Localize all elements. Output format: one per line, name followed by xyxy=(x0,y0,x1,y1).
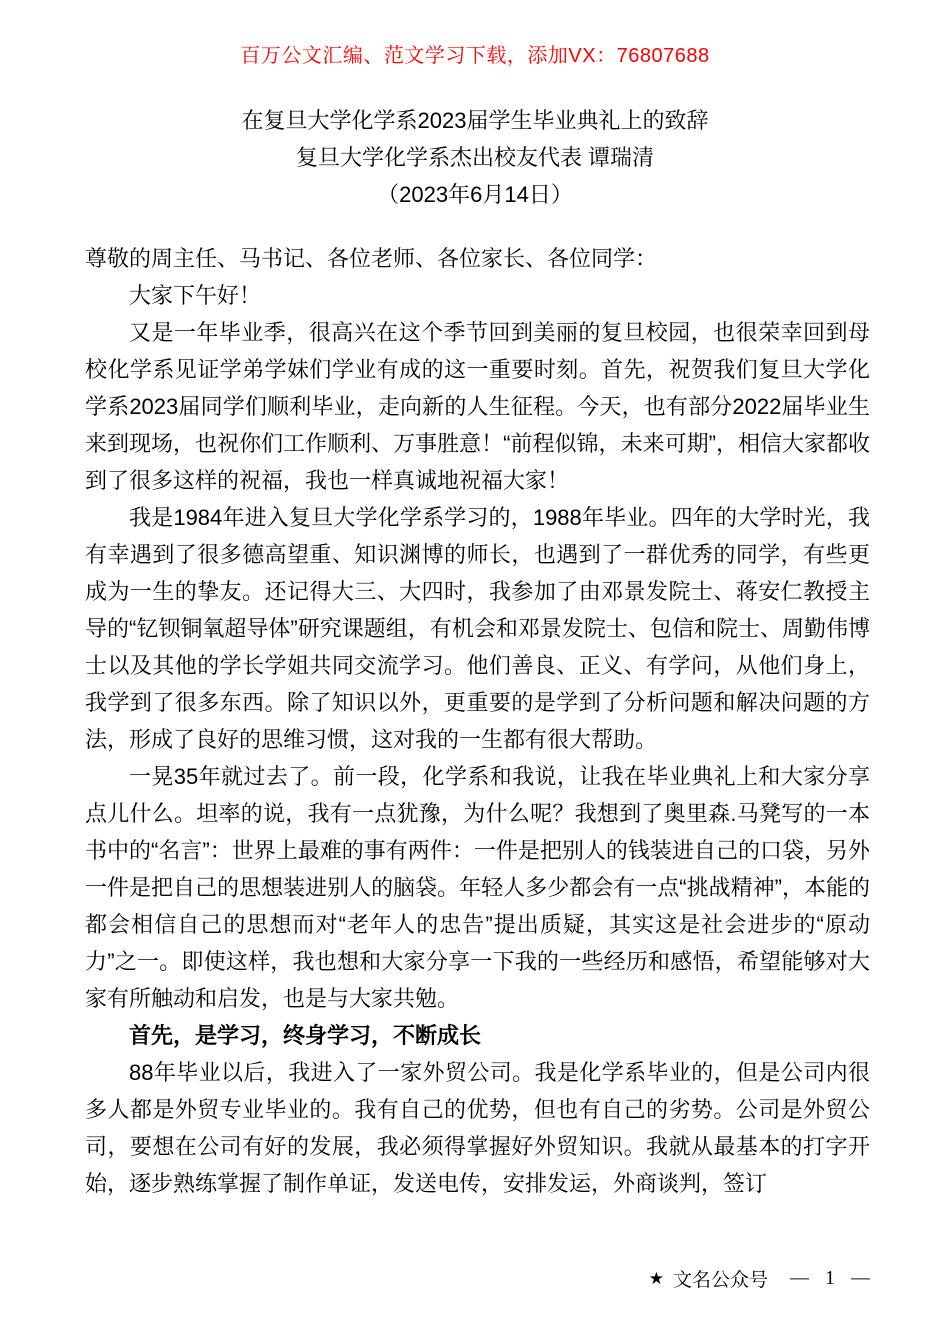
page-number-dash-right: — xyxy=(851,1267,870,1289)
paragraph-university-years: 我是1984年进入复旦大学化学系学习的，1988年毕业。四年的大学时光，我有幸遇到了很多德高望重、知识渊博的师长，也遇到了一群优秀的同学，有些更成为一生的挚友。还记得大三、大四时，我参加了由邓景发院士、蒋安仁教授主导的“钇钡铜氧超导体”研究课题组，有机会和邓景发院士、包信和院士、周勤伟博士以及其他的学长学姐共同交流学习。他们善良、正义、有学问，从他们身上，我学到了很多东西。除了知识以外，更重要的是学到了分析问题和解决问题的方法，形成了良好的思维习惯，这对我的一生都有很大帮助。 xyxy=(85,505,870,752)
paragraph-first-job: 88年毕业以后，我进入了一家外贸公司。我是化学系毕业的，但是公司内很多人都是外贸专业毕业的。我有自己的优势，但也有自己的劣势。公司是外贸公司，要想在公司有好的发展，我必须得掌握好外贸知识。我就从最基本的打字开始，逐步熟练掌握了制作单证，发送电传，安排发运，外商谈判，签订 xyxy=(85,1060,870,1196)
document-body xyxy=(85,240,870,1202)
page-footer xyxy=(649,1265,870,1292)
section-heading-learning: 首先，是学习，终身学习，不断成长 xyxy=(129,1023,482,1048)
page-number-dash-left: — xyxy=(790,1267,809,1289)
star-icon: ★ xyxy=(648,1268,664,1288)
page-number: 1 xyxy=(825,1267,835,1289)
paragraph-greeting: 大家下午好！ xyxy=(129,283,262,308)
paragraph-congratulations: 又是一年毕业季，很高兴在这个季节回到美丽的复旦校园，也很荣幸回到母校化学系见证学弟学妹们学业有成的这一重要时刻。首先，祝贺我们复旦大学化学系2023届同学们顺利毕业，走向新的人生征程。今天，也有部分2022届毕业生来到现场，也祝你们工作顺利、万事胜意！“前程似锦，未来可期”，相信大家都收到了很多这样的祝福，我也一样真诚地祝福大家！ xyxy=(85,320,870,493)
salutation-line: 尊敬的周主任、马书记、各位老师、各位家长、各位同学： xyxy=(85,246,658,271)
doc-date: （2023年6月14日） xyxy=(377,182,573,207)
title-block xyxy=(0,102,950,213)
doc-title: 在复旦大学化学系2023届学生毕业典礼上的致辞 xyxy=(241,108,709,133)
footer-brand: 文名公众号 xyxy=(672,1270,768,1291)
promo-notice-banner: 百万公文汇编、范文学习下载，添加VX：76807688 xyxy=(240,45,710,67)
doc-byline: 复旦大学化学系杰出校友代表 谭瑞清 xyxy=(295,145,655,170)
paragraph-35-years: 一晃35年就过去了。前一段，化学系和我说，让我在毕业典礼上和大家分享点儿什么。坦率的说，我有一点犹豫，为什么呢？我想到了奥里森.马凳写的一本书中的“名言”：世界上最难的事有两件：一件是把别人的钱装进自己的口袋，另外一件是把自己的思想装进别人的脑袋。年轻人多少都会有一点“挑战精神”，本能的都会相信自己的思想而对“老年人的忠告”提出质疑，其实这是社会进步的“原动力”之一。即使这样，我也想和大家分享一下我的一些经历和感悟，希望能够对大家有所触动和启发，也是与大家共勉。 xyxy=(85,764,870,1011)
